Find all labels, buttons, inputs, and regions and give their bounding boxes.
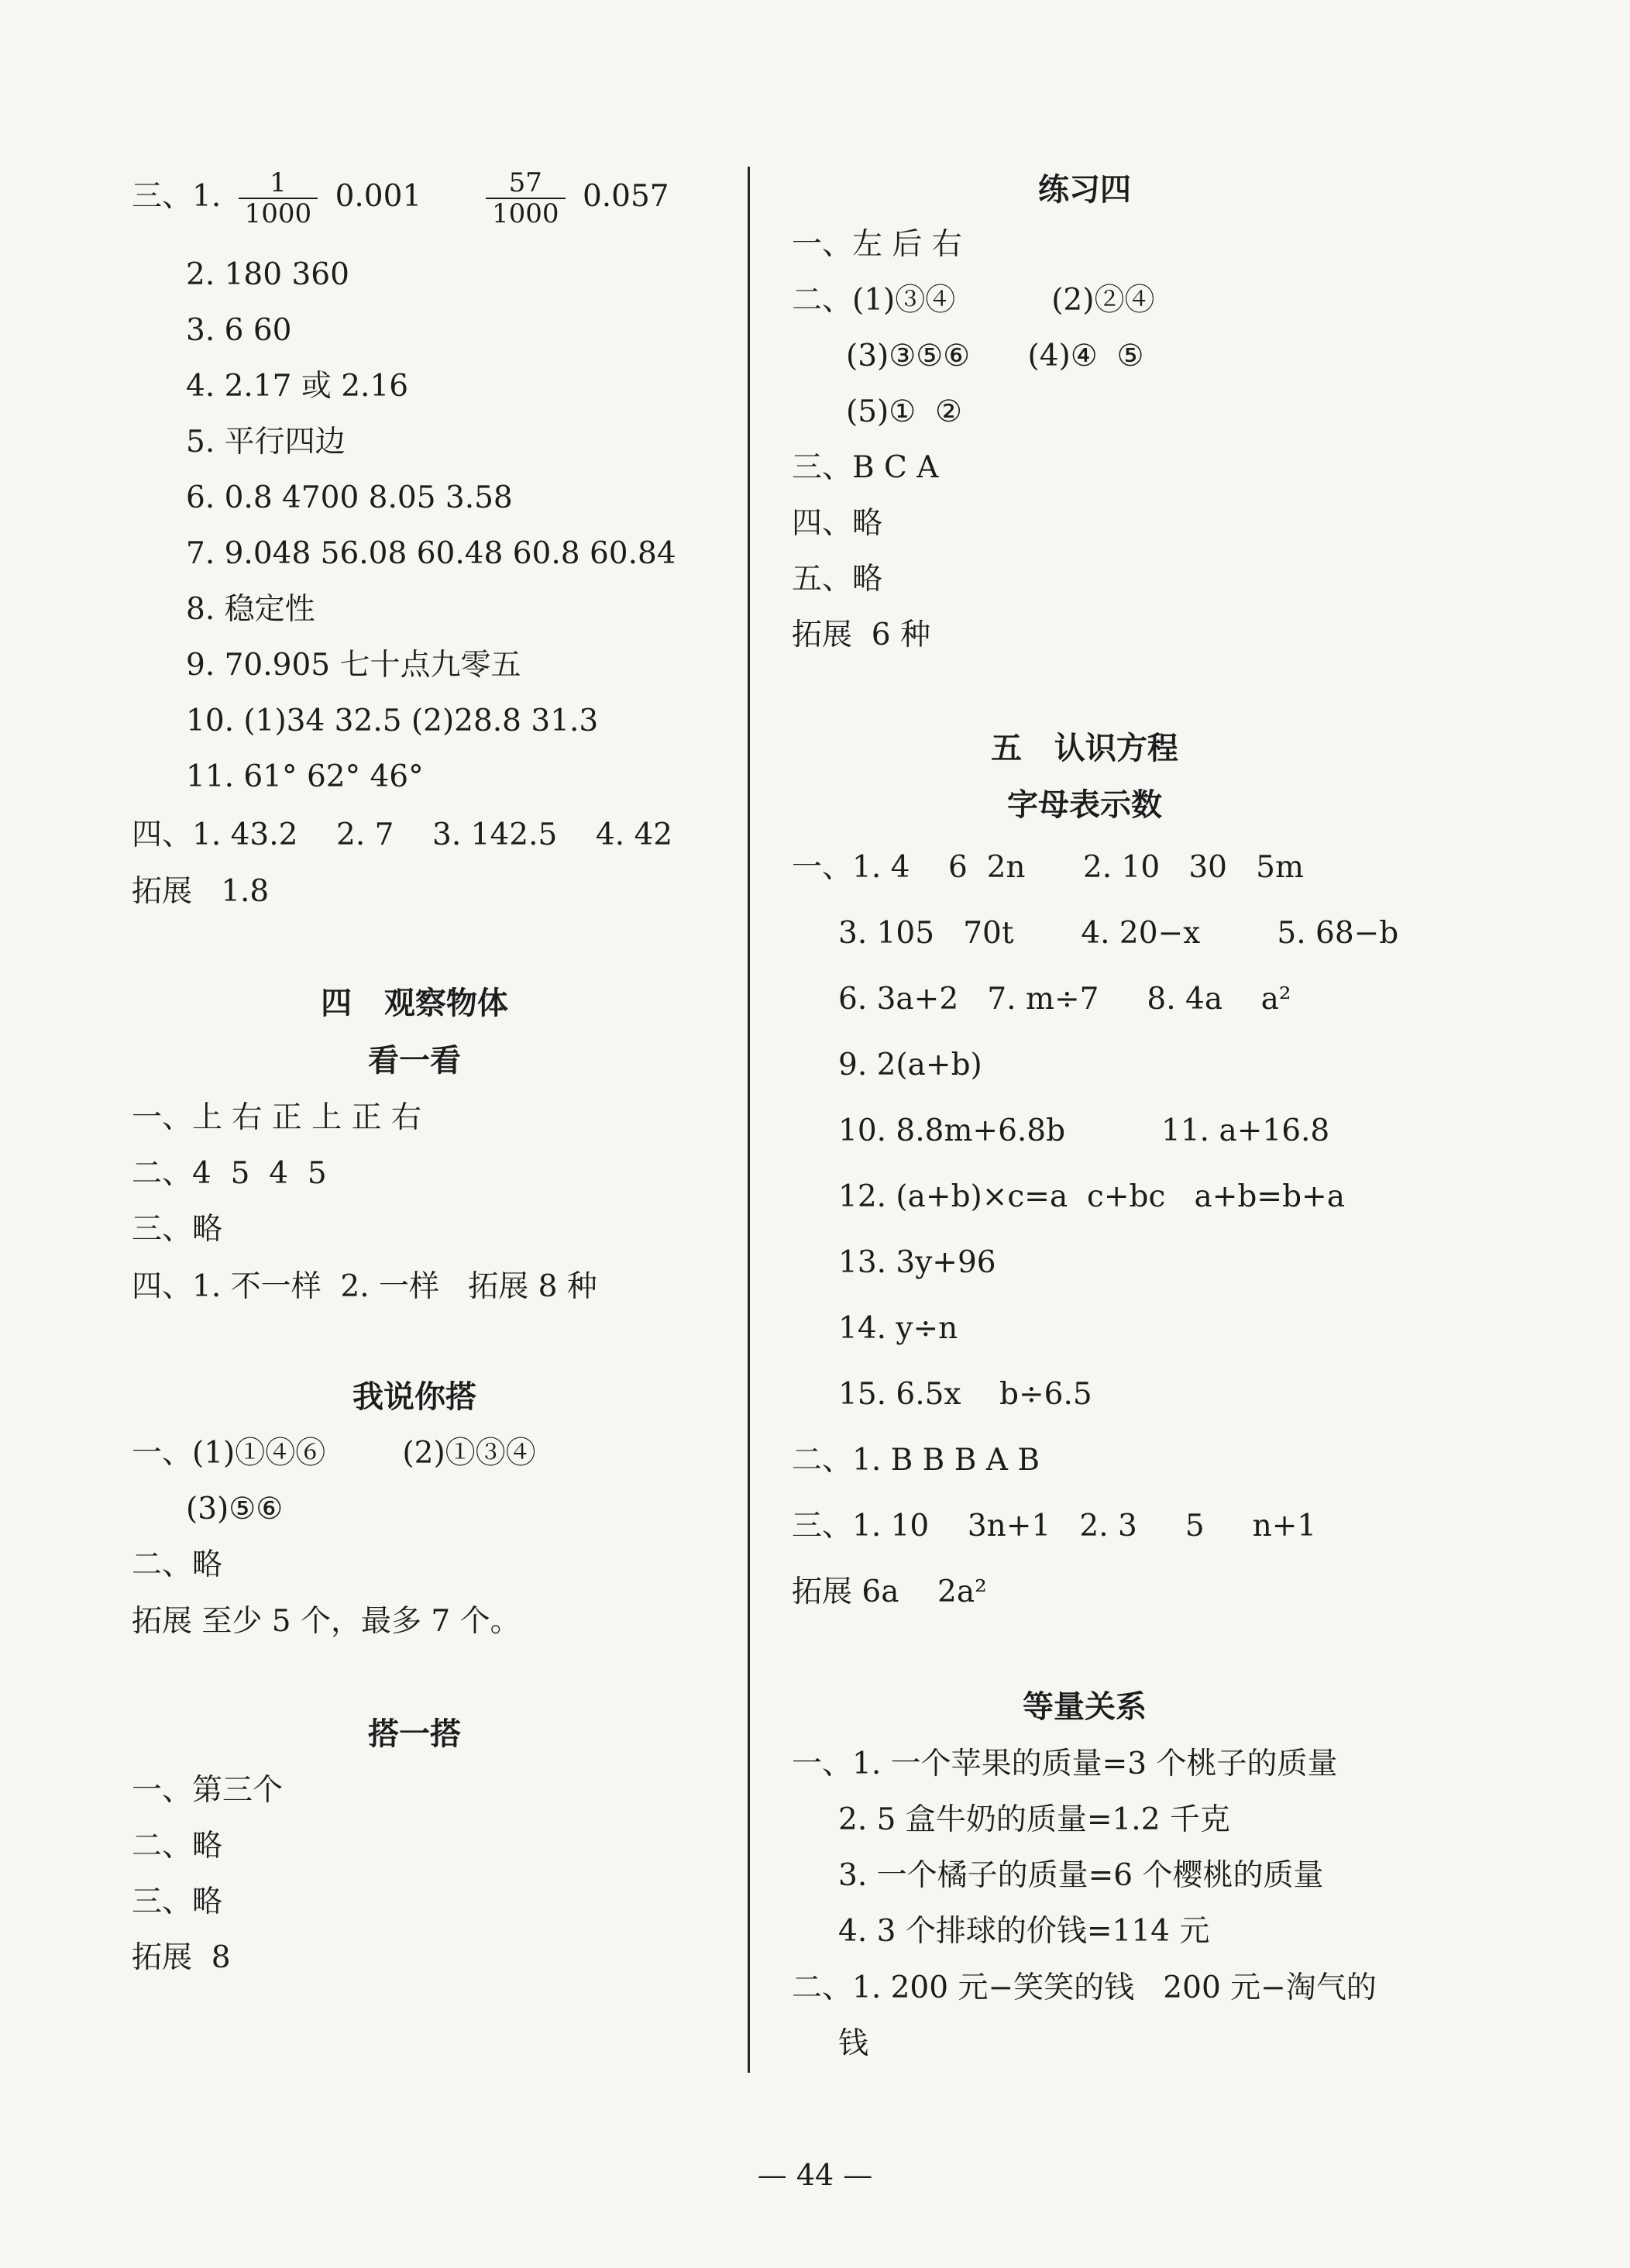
answer-line: 三、B C A [792, 450, 939, 485]
answer-line: 二、略 [132, 1829, 223, 1864]
answer-line: 二、1. 200 元−笑笑的钱 200 元−淘气的 [792, 1970, 1377, 2005]
answer-line: 一、上 右 正 上 正 右 [132, 1100, 421, 1135]
subsection-title: 我说你搭 [352, 1379, 476, 1415]
answer-line: 二、(1)③④ (2)②④ [792, 283, 1155, 318]
answer-line: 四、略 [792, 506, 883, 541]
fraction-numerator: 1 [239, 168, 318, 199]
answer-line: 四、1. 43.2 2. 7 3. 142.5 4. 42 [132, 817, 673, 852]
fraction-numerator: 57 [486, 168, 566, 199]
subsection-title: 练习四 [1038, 172, 1131, 208]
answer-line: 二、4 5 4 5 [132, 1156, 327, 1191]
answer-line: 4. 3 个排球的价钱=114 元 [838, 1914, 1210, 1949]
fraction-denominator: 1000 [492, 198, 559, 229]
answer-line: 一、1. 4 6 2n 2. 10 30 5m [792, 850, 1304, 885]
subsection-title: 搭一搭 [368, 1716, 461, 1752]
column-divider [748, 167, 750, 2073]
answer-prefix: 三、1. [132, 179, 222, 214]
answer-line: 一、(1)①④⑥ (2)①③④ [132, 1436, 536, 1471]
answer-line: 三、略 [132, 1212, 223, 1247]
answer-line: 6. 0.8 4700 8.05 3.58 [186, 480, 513, 515]
answer-line: 二、1. B B B A B [792, 1443, 1040, 1478]
answer-line: 一、1. 一个苹果的质量=3 个桃子的质量 [792, 1747, 1338, 1781]
answer-value: 0.001 [335, 179, 422, 214]
answer-line: 7. 9.048 56.08 60.48 60.8 60.84 [186, 536, 676, 571]
answer-line: 拓展 1.8 [132, 874, 270, 909]
subsection-title: 看一看 [368, 1043, 461, 1079]
answer-line: 四、1. 不一样 2. 一样 拓展 8 种 [132, 1269, 597, 1304]
answer-line: 3. 6 60 [186, 313, 292, 348]
page-number: — 44 — [757, 2158, 873, 2192]
answer-line: 14. y÷n [838, 1311, 958, 1346]
answer-line: 8. 稳定性 [186, 592, 315, 627]
answer-line: 2. 180 360 [186, 257, 349, 292]
answer-line: 钱 [838, 2026, 869, 2061]
answer-line: 一、左 后 右 [792, 227, 962, 262]
answer-line: 五、略 [792, 562, 883, 597]
answer-line: 3. 105 70t 4. 20−x 5. 68−b [838, 916, 1399, 951]
answer-line: 9. 70.905 七十点九零五 [186, 648, 521, 683]
answer-line: 15. 6.5x b÷6.5 [838, 1377, 1092, 1412]
subsection-title: 等量关系 [1023, 1689, 1147, 1725]
answer-line: 5. 平行四边 [186, 425, 346, 459]
answer-line: 拓展 8 [132, 1940, 231, 1975]
answer-line [132, 163, 669, 231]
answer-line: 10. (1)34 32.5 (2)28.8 31.3 [186, 704, 599, 738]
fraction-denominator: 1000 [244, 198, 312, 229]
answer-line: 拓展 6 种 [792, 618, 931, 652]
answer-line: 13. 3y+96 [838, 1245, 996, 1280]
subsection-title: 字母表示数 [1007, 787, 1162, 823]
answer-line: 12. (a+b)×c=a c+bc a+b=b+a [838, 1179, 1345, 1214]
section-title: 四 观察物体 [321, 986, 508, 1021]
answer-line: 一、第三个 [132, 1773, 284, 1808]
answer-line: 2. 5 盒牛奶的质量=1.2 千克 [838, 1802, 1230, 1837]
fraction [239, 168, 318, 229]
answer-line: 三、略 [132, 1884, 223, 1919]
answer-line: 9. 2(a+b) [838, 1048, 982, 1082]
answer-value: 0.057 [582, 179, 669, 214]
answer-line: (3)⑤⑥ [186, 1492, 284, 1526]
answer-line: 6. 3a+2 7. m÷7 8. 4a a² [838, 982, 1291, 1017]
answer-line: 11. 61° 62° 46° [186, 759, 424, 794]
section-title: 五 认识方程 [991, 731, 1178, 766]
answer-line: 三、1. 10 3n+1 2. 3 5 n+1 [792, 1509, 1317, 1544]
answer-line: (5)① ② [846, 394, 962, 429]
answer-line: (3)③⑤⑥ (4)④ ⑤ [846, 339, 1144, 373]
answer-line: 拓展 6a 2a² [792, 1575, 987, 1609]
fraction [486, 168, 566, 229]
answer-line: 3. 一个橘子的质量=6 个樱桃的质量 [838, 1858, 1324, 1893]
answer-line: 10. 8.8m+6.8b 11. a+16.8 [838, 1113, 1330, 1148]
answer-line: 拓展 至少 5 个，最多 7 个。 [132, 1604, 521, 1639]
answer-line: 二、略 [132, 1547, 223, 1582]
answer-line: 4. 2.17 或 2.16 [186, 369, 409, 404]
